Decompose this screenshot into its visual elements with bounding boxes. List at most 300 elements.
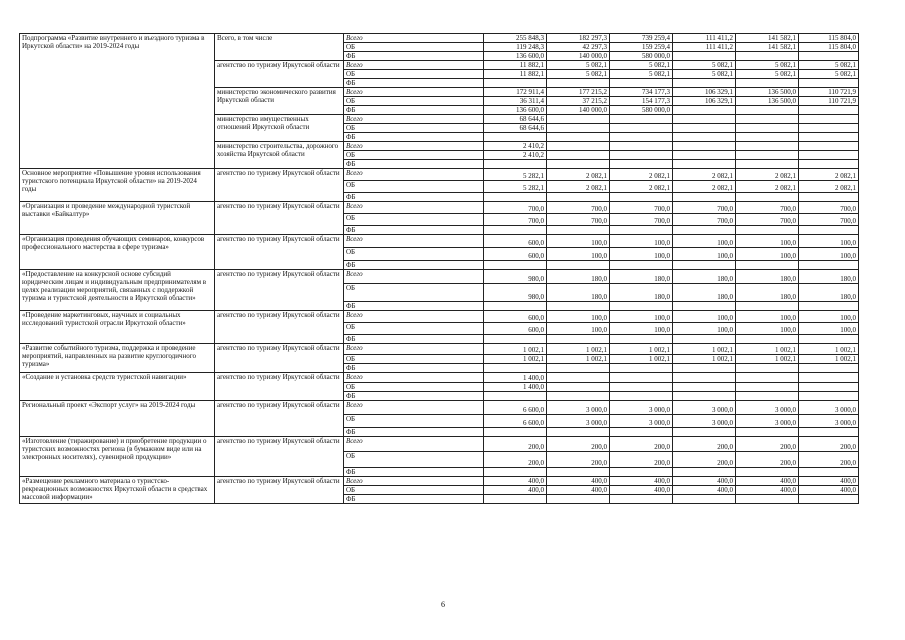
amount-cell: 100,0 xyxy=(610,248,673,261)
amount-cell: 400,0 xyxy=(736,477,799,486)
amount-cell: 200,0 xyxy=(610,452,673,468)
amount-cell xyxy=(610,302,673,311)
amount-cell: 180,0 xyxy=(610,284,673,302)
amount-cell: 3 000,0 xyxy=(799,401,859,415)
amount-cell: 200,0 xyxy=(799,452,859,468)
amount-cell: 1 002,1 xyxy=(484,344,547,355)
amount-cell: 37 215,2 xyxy=(547,97,610,106)
amount-cell: 2 082,1 xyxy=(547,181,610,193)
amount-cell: 180,0 xyxy=(799,270,859,284)
amount-cell: 5 282,1 xyxy=(484,169,547,181)
amount-cell: 3 000,0 xyxy=(610,401,673,415)
amount-cell xyxy=(610,373,673,383)
amount-cell: 111 411,2 xyxy=(673,34,736,43)
amount-cell: 100,0 xyxy=(799,311,859,323)
funding-type-cell: ФБ xyxy=(344,392,484,401)
table-row xyxy=(20,437,859,452)
amount-cell xyxy=(484,302,547,311)
amount-cell: 580 000,0 xyxy=(610,106,673,115)
amount-cell: 100,0 xyxy=(610,323,673,335)
amount-cell: 5 082,1 xyxy=(547,70,610,79)
funding-type-cell: ОБ xyxy=(344,248,484,261)
amount-cell xyxy=(736,335,799,344)
amount-cell xyxy=(799,302,859,311)
amount-cell xyxy=(736,495,799,504)
amount-cell: 100,0 xyxy=(610,235,673,248)
amount-cell xyxy=(547,392,610,401)
executor-cell: агентство по туризму Иркутской области xyxy=(215,202,344,235)
program-name-cell: «Предоставление на конкурсной основе субсидий юридическим лицам и индивидуальным предпринимателям в целях реализации мероприятий, связанных с поддержкой туризма и туристской деятельности в Иркутской области» xyxy=(20,270,215,311)
amount-cell: 739 259,4 xyxy=(610,34,673,43)
amount-cell: 400,0 xyxy=(547,477,610,486)
amount-cell xyxy=(736,193,799,202)
amount-cell: 200,0 xyxy=(547,437,610,452)
amount-cell: 172 911,4 xyxy=(484,88,547,97)
amount-cell xyxy=(736,151,799,160)
amount-cell xyxy=(673,106,736,115)
amount-cell xyxy=(673,115,736,124)
amount-cell: 2 082,1 xyxy=(673,181,736,193)
funding-type-cell: ОБ xyxy=(344,415,484,428)
amount-cell xyxy=(610,115,673,124)
amount-cell xyxy=(673,261,736,270)
amount-cell xyxy=(673,160,736,169)
amount-cell: 1 400,0 xyxy=(484,373,547,383)
amount-cell: 182 297,3 xyxy=(547,34,610,43)
executor-cell: агентство по туризму Иркутской области xyxy=(215,61,344,88)
amount-cell: 159 259,4 xyxy=(610,43,673,52)
amount-cell: 2 082,1 xyxy=(610,169,673,181)
amount-cell: 3 000,0 xyxy=(736,415,799,428)
amount-cell xyxy=(673,428,736,437)
amount-cell xyxy=(736,106,799,115)
amount-cell xyxy=(484,193,547,202)
amount-cell: 180,0 xyxy=(799,284,859,302)
amount-cell xyxy=(673,468,736,477)
amount-cell xyxy=(484,495,547,504)
amount-cell xyxy=(547,468,610,477)
amount-cell: 100,0 xyxy=(736,311,799,323)
amount-cell: 2 410,2 xyxy=(484,142,547,151)
amount-cell: 3 000,0 xyxy=(547,415,610,428)
amount-cell xyxy=(484,160,547,169)
amount-cell xyxy=(736,124,799,133)
program-name-cell: Основное мероприятие «Повышение уровня использования туристского потенциала Иркутской области» на 2019-2024 годы xyxy=(20,169,215,202)
amount-cell xyxy=(799,160,859,169)
amount-cell xyxy=(547,261,610,270)
amount-cell: 600,0 xyxy=(484,311,547,323)
amount-cell xyxy=(736,226,799,235)
amount-cell xyxy=(610,160,673,169)
funding-type-cell: ФБ xyxy=(344,226,484,235)
amount-cell: 200,0 xyxy=(610,437,673,452)
amount-cell xyxy=(547,133,610,142)
program-name-cell: «Развитие событийного туризма, поддержка и проведение мероприятий, направленных на развитие круглогодичного туризма» xyxy=(20,344,215,373)
amount-cell xyxy=(673,392,736,401)
amount-cell: 180,0 xyxy=(736,284,799,302)
amount-cell: 400,0 xyxy=(673,477,736,486)
amount-cell: 1 400,0 xyxy=(484,383,547,392)
amount-cell xyxy=(547,364,610,373)
funding-type-cell: Всего xyxy=(344,401,484,415)
amount-cell: 100,0 xyxy=(547,323,610,335)
executor-cell: агентство по туризму Иркутской области xyxy=(215,235,344,270)
amount-cell xyxy=(799,428,859,437)
amount-cell: 600,0 xyxy=(484,323,547,335)
amount-cell: 180,0 xyxy=(673,284,736,302)
amount-cell xyxy=(610,364,673,373)
amount-cell: 100,0 xyxy=(673,311,736,323)
amount-cell xyxy=(673,124,736,133)
amount-cell: 110 721,9 xyxy=(799,97,859,106)
amount-cell xyxy=(799,151,859,160)
amount-cell: 100,0 xyxy=(610,311,673,323)
funding-type-cell: ФБ xyxy=(344,261,484,270)
funding-type-cell: ФБ xyxy=(344,160,484,169)
amount-cell: 255 848,3 xyxy=(484,34,547,43)
amount-cell: 180,0 xyxy=(610,270,673,284)
amount-cell: 100,0 xyxy=(547,311,610,323)
amount-cell: 68 644,6 xyxy=(484,115,547,124)
amount-cell xyxy=(610,335,673,344)
amount-cell: 700,0 xyxy=(547,214,610,226)
amount-cell xyxy=(673,52,736,61)
program-name-cell: Региональный проект «Экспорт услуг» на 2019-2024 годы xyxy=(20,401,215,437)
amount-cell: 3 000,0 xyxy=(736,401,799,415)
amount-cell xyxy=(799,261,859,270)
amount-cell xyxy=(547,226,610,235)
amount-cell: 600,0 xyxy=(484,235,547,248)
amount-cell xyxy=(547,495,610,504)
amount-cell: 200,0 xyxy=(673,452,736,468)
amount-cell: 100,0 xyxy=(673,323,736,335)
funding-type-cell: ОБ xyxy=(344,124,484,133)
amount-cell xyxy=(547,79,610,88)
amount-cell: 700,0 xyxy=(610,202,673,214)
amount-cell xyxy=(484,261,547,270)
amount-cell: 200,0 xyxy=(547,452,610,468)
amount-cell: 1 002,1 xyxy=(610,355,673,364)
amount-cell xyxy=(610,468,673,477)
amount-cell xyxy=(799,373,859,383)
amount-cell: 100,0 xyxy=(736,248,799,261)
amount-cell: 2 082,1 xyxy=(610,181,673,193)
amount-cell xyxy=(673,142,736,151)
amount-cell: 2 082,1 xyxy=(736,169,799,181)
funding-type-cell: ОБ xyxy=(344,486,484,495)
amount-cell: 100,0 xyxy=(799,248,859,261)
amount-cell xyxy=(610,261,673,270)
amount-cell: 106 329,1 xyxy=(673,88,736,97)
amount-cell: 5 082,1 xyxy=(547,61,610,70)
amount-cell: 1 002,1 xyxy=(799,355,859,364)
funding-type-cell: ОБ xyxy=(344,97,484,106)
amount-cell: 68 644,6 xyxy=(484,124,547,133)
table-row xyxy=(20,344,859,355)
amount-cell: 180,0 xyxy=(673,270,736,284)
amount-cell: 100,0 xyxy=(736,323,799,335)
amount-cell xyxy=(673,335,736,344)
amount-cell: 11 882,1 xyxy=(484,61,547,70)
amount-cell: 1 002,1 xyxy=(673,344,736,355)
funding-type-cell: ФБ xyxy=(344,133,484,142)
amount-cell: 5 082,1 xyxy=(736,61,799,70)
amount-cell xyxy=(547,428,610,437)
amount-cell: 42 297,3 xyxy=(547,43,610,52)
amount-cell: 200,0 xyxy=(799,437,859,452)
amount-cell xyxy=(799,335,859,344)
amount-cell xyxy=(484,79,547,88)
amount-cell: 3 000,0 xyxy=(673,415,736,428)
amount-cell xyxy=(673,383,736,392)
funding-type-cell: ФБ xyxy=(344,106,484,115)
amount-cell: 100,0 xyxy=(799,235,859,248)
amount-cell: 400,0 xyxy=(610,477,673,486)
amount-cell xyxy=(547,373,610,383)
amount-cell xyxy=(736,133,799,142)
amount-cell: 3 000,0 xyxy=(799,415,859,428)
amount-cell xyxy=(484,226,547,235)
funding-type-cell: ФБ xyxy=(344,52,484,61)
amount-cell: 100,0 xyxy=(799,323,859,335)
funding-type-cell: ОБ xyxy=(344,151,484,160)
table-row xyxy=(20,235,859,248)
amount-cell xyxy=(736,302,799,311)
executor-cell: агентство по туризму Иркутской области xyxy=(215,477,344,504)
amount-cell: 400,0 xyxy=(799,486,859,495)
funding-type-cell: ОБ xyxy=(344,181,484,193)
amount-cell xyxy=(799,383,859,392)
amount-cell xyxy=(547,383,610,392)
amount-cell: 136 500,0 xyxy=(736,97,799,106)
amount-cell xyxy=(547,124,610,133)
funding-type-cell: Всего xyxy=(344,270,484,284)
amount-cell xyxy=(736,79,799,88)
amount-cell xyxy=(799,124,859,133)
amount-cell xyxy=(799,495,859,504)
amount-cell xyxy=(673,226,736,235)
amount-cell xyxy=(736,160,799,169)
amount-cell: 400,0 xyxy=(484,486,547,495)
amount-cell xyxy=(610,392,673,401)
amount-cell xyxy=(673,79,736,88)
amount-cell: 700,0 xyxy=(673,214,736,226)
table-row xyxy=(20,169,859,181)
amount-cell: 200,0 xyxy=(736,437,799,452)
amount-cell xyxy=(484,428,547,437)
amount-cell xyxy=(736,261,799,270)
amount-cell: 700,0 xyxy=(610,214,673,226)
funding-type-cell: ОБ xyxy=(344,452,484,468)
amount-cell: 136 600,0 xyxy=(484,106,547,115)
funding-type-cell: ОБ xyxy=(344,70,484,79)
amount-cell: 3 000,0 xyxy=(610,415,673,428)
executor-cell: агентство по туризму Иркутской области xyxy=(215,311,344,344)
amount-cell: 6 600,0 xyxy=(484,401,547,415)
amount-cell: 1 002,1 xyxy=(547,355,610,364)
program-name-cell: «Изготовление (тиражирование) и приобретение продукции о туристских возможностях региона (в бумажном виде или на электронных носителях), сувенирной продукции» xyxy=(20,437,215,477)
amount-cell: 700,0 xyxy=(799,214,859,226)
amount-cell: 100,0 xyxy=(736,235,799,248)
table-row xyxy=(20,34,859,43)
executor-cell: агентство по туризму Иркутской области xyxy=(215,401,344,437)
amount-cell: 1 002,1 xyxy=(484,355,547,364)
funding-type-cell: Всего xyxy=(344,34,484,43)
table-row xyxy=(20,373,859,383)
executor-cell: министерство имущественных отношений Иркутской области xyxy=(215,115,344,142)
amount-cell xyxy=(484,133,547,142)
funding-type-cell: Всего xyxy=(344,437,484,452)
amount-cell: 400,0 xyxy=(484,477,547,486)
amount-cell: 1 002,1 xyxy=(799,344,859,355)
amount-cell xyxy=(799,226,859,235)
page-number: 6 xyxy=(441,600,445,609)
funding-type-cell: Всего xyxy=(344,61,484,70)
amount-cell xyxy=(610,428,673,437)
amount-cell xyxy=(673,373,736,383)
amount-cell: 1 002,1 xyxy=(736,344,799,355)
program-name-cell: «Проведение маркетинговых, научных и социальных исследований туристской отрасли Иркутской области» xyxy=(20,311,215,344)
amount-cell: 141 582,1 xyxy=(736,34,799,43)
amount-cell: 400,0 xyxy=(799,477,859,486)
amount-cell xyxy=(673,302,736,311)
amount-cell: 177 215,2 xyxy=(547,88,610,97)
funding-type-cell: ФБ xyxy=(344,335,484,344)
amount-cell: 400,0 xyxy=(736,486,799,495)
amount-cell: 400,0 xyxy=(673,486,736,495)
funding-type-cell: Всего xyxy=(344,202,484,214)
amount-cell: 1 002,1 xyxy=(547,344,610,355)
amount-cell xyxy=(610,226,673,235)
amount-cell: 700,0 xyxy=(484,202,547,214)
funding-type-cell: ФБ xyxy=(344,468,484,477)
program-name-cell: Подпрограмма «Развитие внутреннего и въездного туризма в Иркутской области» на 2019-2024 годы xyxy=(20,34,215,169)
amount-cell xyxy=(673,364,736,373)
amount-cell xyxy=(484,364,547,373)
executor-cell: агентство по туризму Иркутской области xyxy=(215,169,344,202)
amount-cell: 5 082,1 xyxy=(736,70,799,79)
amount-cell xyxy=(799,115,859,124)
amount-cell xyxy=(736,52,799,61)
amount-cell: 136 600,0 xyxy=(484,52,547,61)
program-name-cell: «Организация проведения обучающих семинаров, конкурсов профессионального мастерства в сфере туризма» xyxy=(20,235,215,270)
funding-type-cell: ФБ xyxy=(344,193,484,202)
amount-cell xyxy=(799,468,859,477)
amount-cell: 980,0 xyxy=(484,284,547,302)
funding-type-cell: ОБ xyxy=(344,383,484,392)
amount-cell: 700,0 xyxy=(736,214,799,226)
funding-type-cell: Всего xyxy=(344,235,484,248)
amount-cell: 200,0 xyxy=(673,437,736,452)
amount-cell xyxy=(799,133,859,142)
amount-cell: 2 082,1 xyxy=(799,181,859,193)
amount-cell xyxy=(547,142,610,151)
funding-type-cell: Всего xyxy=(344,373,484,383)
amount-cell xyxy=(547,193,610,202)
funding-type-cell: ФБ xyxy=(344,495,484,504)
amount-cell: 100,0 xyxy=(673,248,736,261)
funding-type-cell: Всего xyxy=(344,88,484,97)
executor-cell: агентство по туризму Иркутской области xyxy=(215,270,344,311)
amount-cell xyxy=(673,133,736,142)
amount-cell: 5 082,1 xyxy=(799,70,859,79)
table-body xyxy=(20,34,859,504)
amount-cell: 110 721,9 xyxy=(799,88,859,97)
amount-cell xyxy=(673,151,736,160)
amount-cell: 700,0 xyxy=(799,202,859,214)
amount-cell xyxy=(610,193,673,202)
table-row xyxy=(20,311,859,323)
amount-cell xyxy=(673,495,736,504)
amount-cell: 154 177,3 xyxy=(610,97,673,106)
amount-cell xyxy=(799,142,859,151)
amount-cell xyxy=(547,335,610,344)
amount-cell xyxy=(673,193,736,202)
amount-cell: 2 410,2 xyxy=(484,151,547,160)
amount-cell: 3 000,0 xyxy=(673,401,736,415)
amount-cell: 734 177,3 xyxy=(610,88,673,97)
table-row xyxy=(20,270,859,284)
amount-cell: 1 002,1 xyxy=(610,344,673,355)
funding-type-cell: ОБ xyxy=(344,214,484,226)
amount-cell xyxy=(610,79,673,88)
amount-cell xyxy=(484,468,547,477)
amount-cell: 36 311,4 xyxy=(484,97,547,106)
amount-cell: 1 002,1 xyxy=(673,355,736,364)
amount-cell xyxy=(799,364,859,373)
amount-cell: 600,0 xyxy=(484,248,547,261)
executor-cell: министерство экономического развития Иркутской области xyxy=(215,88,344,115)
amount-cell: 3 000,0 xyxy=(547,401,610,415)
funding-type-cell: Всего xyxy=(344,477,484,486)
program-name-cell: «Организация и проведение международной туристской выставки «Байкалтур» xyxy=(20,202,215,235)
funding-type-cell: ФБ xyxy=(344,428,484,437)
funding-type-cell: ОБ xyxy=(344,323,484,335)
amount-cell xyxy=(610,133,673,142)
amount-cell: 980,0 xyxy=(484,270,547,284)
amount-cell xyxy=(736,142,799,151)
funding-type-cell: Всего xyxy=(344,344,484,355)
executor-cell: министерство строительства, дорожного хозяйства Иркутской области xyxy=(215,142,344,169)
amount-cell xyxy=(736,428,799,437)
amount-cell: 111 411,2 xyxy=(673,43,736,52)
executor-cell: агентство по туризму Иркутской области xyxy=(215,437,344,477)
funding-type-cell: ОБ xyxy=(344,355,484,364)
table-row xyxy=(20,401,859,415)
amount-cell: 180,0 xyxy=(547,270,610,284)
amount-cell: 700,0 xyxy=(547,202,610,214)
amount-cell: 2 082,1 xyxy=(799,169,859,181)
amount-cell xyxy=(736,468,799,477)
amount-cell xyxy=(736,392,799,401)
amount-cell: 11 882,1 xyxy=(484,70,547,79)
amount-cell xyxy=(799,392,859,401)
amount-cell: 180,0 xyxy=(736,270,799,284)
amount-cell: 6 600,0 xyxy=(484,415,547,428)
amount-cell: 115 804,0 xyxy=(799,43,859,52)
funding-type-cell: Всего xyxy=(344,115,484,124)
amount-cell xyxy=(736,373,799,383)
amount-cell: 136 500,0 xyxy=(736,88,799,97)
program-name-cell: «Создание и установка средств туристской навигации» xyxy=(20,373,215,401)
amount-cell: 2 082,1 xyxy=(673,169,736,181)
amount-cell xyxy=(799,193,859,202)
amount-cell: 5 082,1 xyxy=(610,61,673,70)
amount-cell: 100,0 xyxy=(547,248,610,261)
amount-cell: 115 804,0 xyxy=(799,34,859,43)
amount-cell xyxy=(610,142,673,151)
funding-type-cell: ОБ xyxy=(344,284,484,302)
